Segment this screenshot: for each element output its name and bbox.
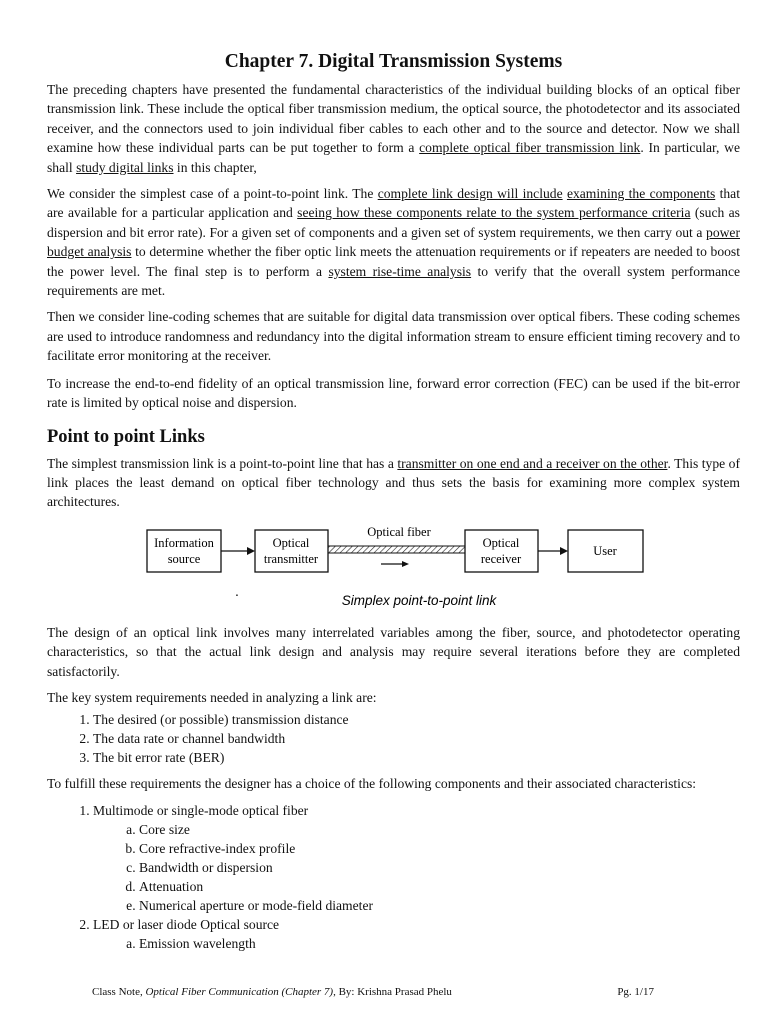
direction-arrow-head [402, 561, 409, 567]
stray-dot: · [234, 588, 240, 604]
underlined-phrase: study digital links [76, 159, 174, 175]
footer-citation: Class Note, Optical Fiber Communication (Chapter 7), By: Krishna Prasad Phelu [92, 986, 452, 998]
sub-list-item: a. Core size [139, 820, 740, 839]
point-to-point-paragraph: The simplest transmission link is a point-to-point line that has a transmitter on one end and a receiver on the other. This type of link places the least demand on optical fiber technology and thus sets the basis for examining more complex system architectures. [47, 455, 740, 510]
chapter-title: Chapter 7. Digital Transmission Systems [224, 51, 563, 72]
optical-fiber-cable [328, 546, 465, 553]
link-design-variables-paragraph: The design of an optical link involves many interrelated variables among the fiber, source, and photodetector operating characteristics, so that the actual link design and analysis may require several iterations before they are completed satisfactorily. [47, 624, 740, 679]
link-design-paragraph: We consider the simplest case of a point-to-point link. The complete link design will include examining the components that are available for a particular application and seeing how these components relate to the system performance criteria (such as dispersion and bit error rate). For a given set of components and a given set of system requirements, we then carry out a power budget analysis to determine whether the fiber optic link meets the attenuation requirements or if repeaters are needed to boost the power level. The final step is to perform a system rise-time analysis to verify that the overall system performance requirements are met. [47, 186, 741, 299]
page-footer [92, 985, 654, 999]
sub-list-item: d. Attenuation [139, 877, 740, 896]
list-item: 2. The data rate or channel bandwidth [93, 729, 740, 748]
information-source-label: source [167, 551, 201, 566]
optical-fiber-label: Optical fiber [367, 524, 431, 539]
list-item: 1. The desired (or possible) transmission distance [93, 710, 740, 729]
components-intro: To fulfill these requirements the designer has a choice of the following components and their associated characteristics: [47, 776, 697, 792]
requirements-list [47, 710, 740, 767]
list-item: 1. Multimode or single-mode optical fiber a. Core size b. Core refractive-index profile c. Bandwidth or dispersion d. Attenuation e. Numerical aperture or mode-field diameter [93, 801, 740, 915]
optical-receiver-label: receiver [480, 551, 522, 566]
line-coding-paragraph: Then we consider line-coding schemes that are suitable for digital data transmission over optical fibers. These coding schemes are used to introduce randomness and redundancy into the digital information stream to ensure efficient timing recovery and to facilitate error monitoring at the receiver. [47, 309, 740, 364]
sub-list-item: e. Numerical aperture or mode-field diameter [139, 896, 740, 915]
section-heading: Point to point Links [47, 426, 205, 447]
optical-transmitter-label: transmitter [263, 551, 319, 566]
underlined-phrase: seeing how these components relate to the system performance criteria [297, 205, 691, 221]
information-source-label: Information [154, 535, 214, 550]
arrow-head [560, 547, 568, 555]
sub-list [93, 820, 740, 915]
list-item: 2. LED or laser diode Optical source a. Emission wavelength [93, 915, 740, 953]
optical-receiver-label: Optical [482, 535, 520, 550]
components-list [47, 801, 740, 953]
user-label: User [593, 543, 617, 558]
page-number: Pg. 1/17 [617, 986, 654, 998]
intro-paragraph: The preceding chapters have presented the fundamental characteristics of the individual building blocks of an optical fiber transmission link. These include the optical fiber transmission medium, the optical source, the photodetector and its associated receiver, and the connectors used to join individual fiber cables to each other and to the source and detector. Now we shall examine how these individual parts can be put together to form a complete optical fiber transmission link. In particular, we shall study digital links in this chapter, [47, 82, 740, 175]
underlined-phrase: system rise-time analysis [328, 263, 472, 279]
sub-list-item: c. Bandwidth or dispersion [139, 858, 740, 877]
underlined-phrase: power budget analysis [47, 224, 740, 260]
underlined-phrase: complete link design will include [377, 186, 563, 202]
sub-list-item: b. Core refractive-index profile [139, 839, 740, 858]
optical-transmitter-label: Optical [272, 535, 310, 550]
sub-list [93, 934, 740, 953]
sub-list-item: a. Emission wavelength [139, 934, 740, 953]
arrow-head [247, 547, 255, 555]
diagram-caption: Simplex point-to-point link [341, 592, 497, 608]
fec-paragraph: To increase the end-to-end fidelity of an optical transmission line, forward error correction (FEC) can be used if the bit-error rate is limited by optical noise and dispersion. [47, 375, 740, 411]
list-item: 3. The bit error rate (BER) [93, 748, 740, 767]
underlined-phrase: examining the components [566, 186, 716, 202]
simplex-link-diagram [47, 523, 707, 613]
underlined-phrase: complete optical fiber transmission link [419, 140, 641, 156]
requirements-intro: The key system requirements needed in analyzing a link are: [47, 689, 377, 705]
underlined-phrase: transmitter on one end and a receiver on the other [397, 455, 668, 471]
